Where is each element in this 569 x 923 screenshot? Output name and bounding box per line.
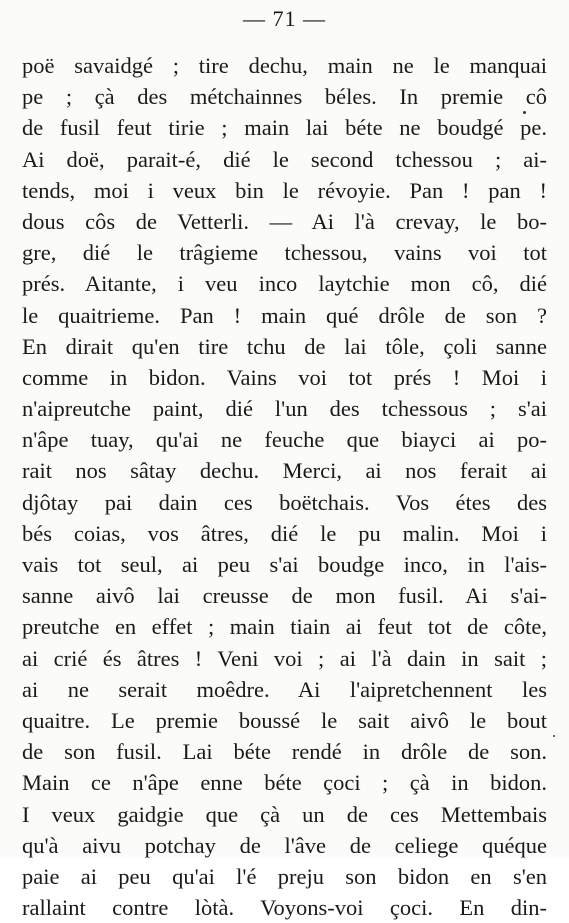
text-line: poë savaidgé ; tire dechu, main ne le manquai [22,53,547,78]
text-line: Ai doë, parait-é, dié le second tchessou ; ai- [22,146,547,172]
text-line: n'âpe tuay, qu'ai ne feuche que biayci ai po- [22,427,547,453]
page-number: — 71 — [243,6,326,31]
text-line: bés coias, vos âtres, dié le pu malin. Moi i [22,520,547,546]
text-line: n'aipreutche paint, dié l'un des tchessous ; s'ai [22,396,547,422]
text-line: En dirait qu'en tire tchu de lai tôle, çoli sanne [22,333,547,359]
text-line: gre, dié le trâgieme tchessou, vains voi tot [22,240,547,266]
text-line: rait nos sâtay dechu. Merci, ai nos ferait ai [22,458,547,484]
text-line: vais tot seul, ai peu s'ai boudge inco, in l'ais- [22,552,547,577]
ink-speck [523,111,526,114]
text-line: de fusil feut tirie ; main lai béte ne boudgé pe. [22,115,547,141]
text-line: le quaitrieme. Pan ! main qué drôle de son ? [22,302,547,328]
text-line: Main ce n'âpe enne béte çoci ; çà in bidon. [22,770,547,796]
body-text [22,50,547,923]
text-line: preutche en effet ; main tiain ai feut tot de côte, [22,614,547,640]
text-line: tends, moi i veux bin le révoyie. Pan ! pan ! [22,177,547,203]
text-line: ai ne serait moêdre. Ai l'aipretchennent les [22,676,547,702]
text-line: rallaint contre lòtà. Voyons-voi çoci. En din- [22,895,547,921]
text-line: prés. Aitante, i veu inco laytchie mon cô, dié [22,271,547,297]
text-line: quaitre. Le premie boussé le sait aivô le bout [22,707,547,733]
ink-speck [553,735,555,737]
text-line: paie ai peu qu'ai l'é preju son bidon en s'en [22,863,547,889]
text-line: qu'à aivu potchay de l'âve de celiege quéque [22,832,547,858]
text-line: de son fusil. Lai béte rendé in drôle de son. [22,739,547,765]
text-line: sanne aivô lai creusse de mon fusil. Ai s'ai- [22,583,547,609]
text-line: ai crié és âtres ! Veni voi ; ai l'à dain in sait ; [22,645,547,671]
text-line: djôtay pai dain ces boëtchais. Vos étes des [22,489,547,515]
text-line: pe ; çà des métchainnes béles. In premie cô [22,84,547,110]
text-line: comme in bidon. Vains voi tot prés ! Moi i [22,364,547,390]
text-line: I veux gaidgie que çà un de ces Mettembais [22,801,547,827]
text-line: dous côs de Vetterli. — Ai l'à crevay, le bo- [22,208,547,234]
